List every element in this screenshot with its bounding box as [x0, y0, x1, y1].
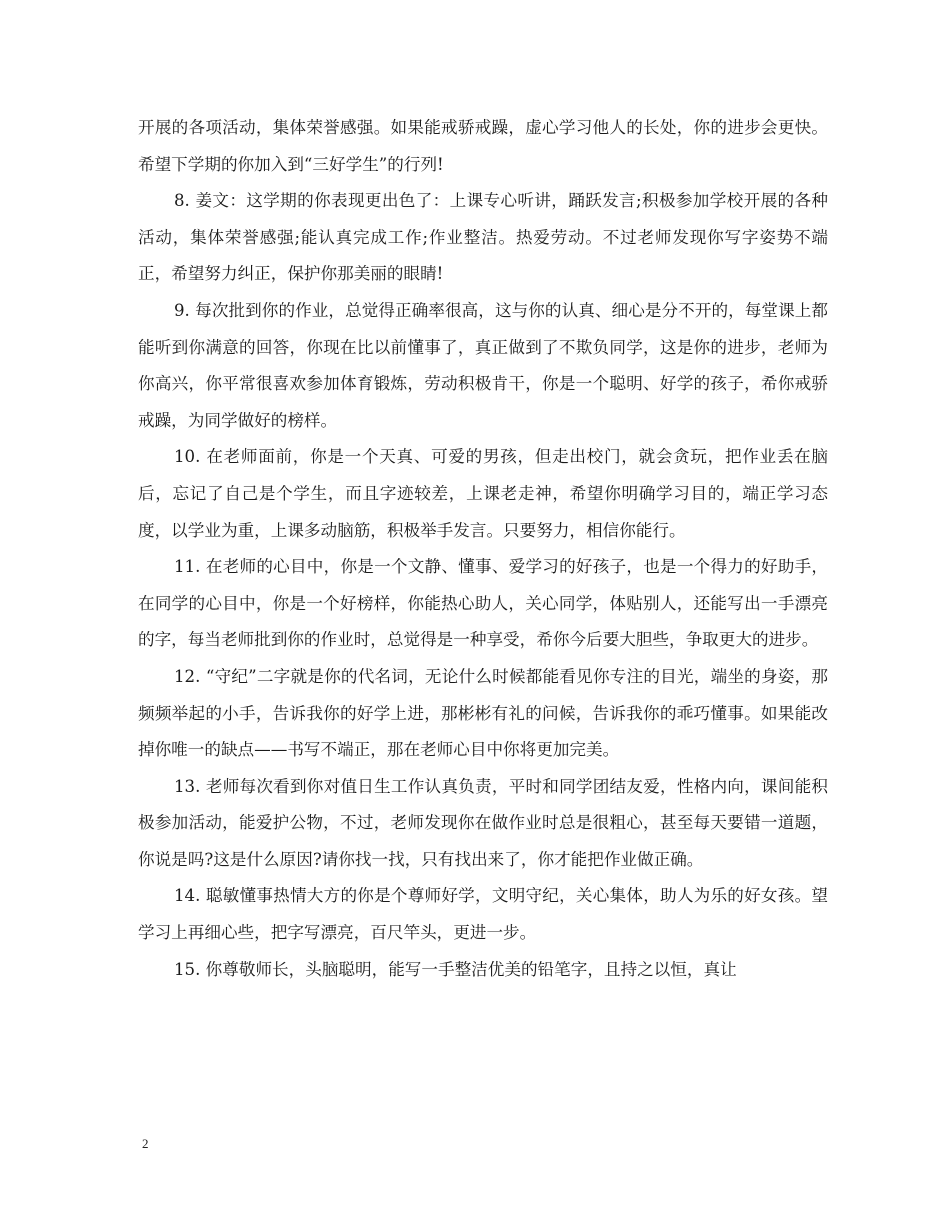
paragraph-comment-10: 10. 在老师面前，你是一个天真、可爱的男孩，但走出校门，就会贪玩，把作业丢在脑后，忘记了自己是个学生，而且字迹较差，上课老走神，希望你明确学习目的，端正学习态度，以学业为重，上课多动脑筋，积极举手发言。只要努力，相信你能行。 — [138, 447, 828, 540]
paragraph-comment-12: 12. “守纪”二字就是你的代名词，无论什么时候都能看见你专注的目光，端坐的身姿，那频频举起的小手，告诉我你的好学上进，那彬彬有礼的问候，告诉我你的乖巧懂事。如果能改掉你唯一的缺点——书写不端正，那在老师心目中你将更加完美。 — [138, 666, 828, 760]
paragraph-continuation: 开展的各项活动，集体荣誉感强。如果能戒骄戒躁，虚心学习他人的长处，你的进步会更快。希望下学期的你加入到“三好学生”的行列! — [138, 118, 828, 174]
paragraph-comment-9: 9. 每次批到你的作业，总觉得正确率很高，这与你的认真、细心是分不开的，每堂课上都能听到你满意的回答，你现在比以前懂事了，真正做到了不欺负同学，这是你的进步，老师为你高兴，你平常很喜欢参加体育锻炼，劳动积极肯干，你是一个聪明、好学的孩子，希你戒骄戒躁，为同学做好的榜样。 — [138, 300, 828, 430]
paragraph-comment-11: 11. 在老师的心目中，你是一个文静、懂事、爱学习的好孩子，也是一个得力的好助手，在同学的心目中，你是一个好榜样，你能热心助人，关心同学，体贴别人，还能写出一手漂亮的字，每当老师批到你的作业时，总觉得是一种享受，希你今后要大胆些，争取更大的进步。 — [138, 557, 828, 650]
paragraph-comment-15: 15. 你尊敬师长，头脑聪明，能写一手整洁优美的铅笔字，且持之以恒，真让 — [174, 959, 737, 979]
paragraph-comment-14: 14. 聪敏懂事热情大方的你是个尊师好学，文明守纪，关心集体，助人为乐的好女孩。望学习上再细心些，把字写漂亮，百尺竿头，更进一步。 — [138, 886, 828, 943]
document-body — [138, 110, 828, 988]
page-number: 2 — [142, 1136, 149, 1151]
paragraph-comment-8: 8. 姜文：这学期的你表现更出色了：上课专心听讲，踊跃发言;积极参加学校开展的各种活动，集体荣誉感强;能认真完成工作;作业整洁。热爱劳动。不过老师发现你写字姿势不端正，希望努力纠正，保护你那美丽的眼睛! — [138, 191, 828, 284]
paragraph-comment-13: 13. 老师每次看到你对值日生工作认真负责，平时和同学团结友爱，性格内向，课间能积极参加活动，能爱护公物，不过，老师发现你在做作业时总是很粗心，甚至每天要错一道题，你说是吗?这是什么原因?请你找一找，只有找出来了，你才能把作业做正确。 — [138, 776, 828, 869]
